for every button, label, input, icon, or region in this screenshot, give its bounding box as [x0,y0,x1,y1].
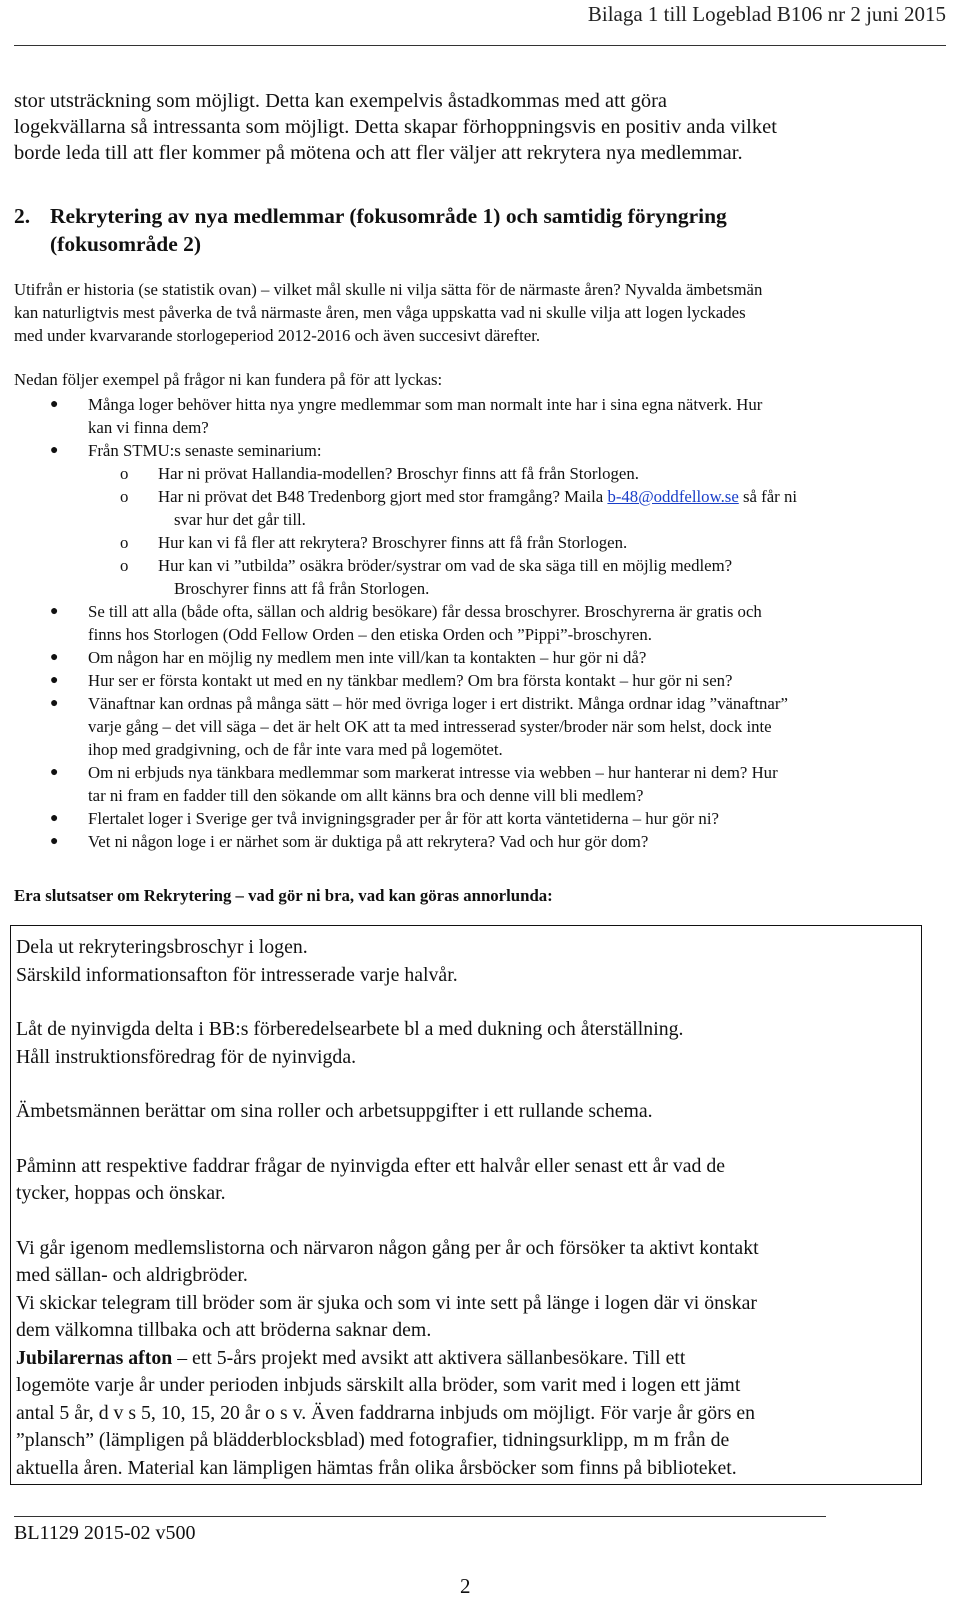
circle-bullet-icon: o [120,464,129,483]
intro-paragraph [14,88,934,166]
goals-paragraph [14,278,934,347]
sub-list-item: o Hur kan vi ”utbilda” osäkra bröder/systrar om vad de ska säga till en möjlig medlem? Broschyrer finns att få från Storlogen. [120,556,733,598]
list-item: ● Om ni erbjuds nya tänkbara medlemmar som markerat intresse via webben – hur hanterar ni dem? Hur tar ni fram en fadder till den sökande om allt känns bra och denne vill bli medlem? [50,763,778,805]
conclusions-answer-box[interactable]: Dela ut rekryteringsbroschyr i logen. Särskild informationsafton för intresserade varje halvår. Låt de nyinvigda delta i BB:s förberedelsearbete bl a med dukning och återställning. Håll instruktionsföredrag för de nyinvigda. Ämbetsmännen berättar om sina roller och arbetsuppgifter i ett rullande schema. Påminn att respektive faddrar frågar de nyinvigda efter ett halvår eller senast ett år vad de tycker, hoppas och önskar. Vi går igenom medlemslistorna och närvaron någon gång per år och försöker ta aktivt kontakt med sällan- och aldrigbröder. Vi skickar telegram till bröder som är sjuka och som vi inte sett på länge i logen där vi önskar dem välkomna tillbaka och att bröderna saknar dem. Jubilarernas afton – ett 5-års projekt med avsikt att aktivera sällanbesökare. Till ett logemöte varje år under perioden inbjuds särskilt alla bröder, som varit med i logen ett jämt antal 5 år, d v s 5, 10, 15, 20 år o s v. Även faddrarna inbjuds om möjligt. För varje år görs en ”plansch” (lämpligen på blädderblocksblad) med fotografier, tidningsurklipp, m m från de aktuella åren. Material kan lämpligen hämtas från olika årsböcker som finns på biblioteket. [10,925,922,1485]
bullet-icon: ● [50,834,59,849]
sub-list-item: o Hur kan vi få fler att rekrytera? Broschyrer finns att få från Storlogen. [120,533,628,552]
intro-line: stor utsträckning som möjligt. Detta kan exempelvis åstadkommas med att göra [14,90,668,112]
goals-line: med under kvarvarande storlogeperiod 2012-2016 och även succesivt därefter. [14,326,541,345]
circle-bullet-icon: o [120,533,129,552]
circle-bullet-icon: o [120,487,129,506]
list-item: ● Från STMU:s senaste seminarium: [50,441,322,460]
list-item: ● Hur ser er första kontakt ut med en ny tänkbar medlem? Om bra första kontakt – hur gör ni sen? [50,671,733,690]
bullet-icon: ● [50,604,59,619]
email-link[interactable]: b-48@oddfellow.se [607,487,739,506]
list-item: ● Om någon har en möjlig ny medlem men inte vill/kan ta kontakten – hur gör ni då? [50,648,647,667]
list-item: ● Vet ni någon loge i er närhet som är duktiga på att rekrytera? Vad och hur gör dom? [50,832,649,851]
list-item: ● Se till att alla (både ofta, sällan och aldrig besökare) får dessa broschyrer. Broschyrerna är gratis och finns hos Storlogen (Odd Fellow Orden – den etiska Orden och ”Pippi”-broschyren. [50,602,762,644]
questions-list [14,393,939,853]
section-title-line: (fokusområde 2) [50,232,202,256]
section-number: 2. [14,204,31,228]
page-number: 2 [460,1574,471,1598]
section-heading [14,202,914,258]
footer-rule [14,1516,826,1517]
section-title-line: Rekrytering av nya medlemmar (fokusområde 1) och samtidig föryngring [50,204,727,228]
questions-intro: Nedan följer exempel på frågor ni kan fundera på för att lyckas: [14,370,443,389]
bullet-icon: ● [50,696,59,711]
bullet-icon: ● [50,765,59,780]
goals-line: kan naturligtvis mest påverka de två närmaste åren, men våga uppskatta vad ni skulle vilja att logen lyckades [14,303,746,322]
bullet-icon: ● [50,811,59,826]
conclusions-heading: Era slutsatser om Rekrytering – vad gör ni bra, vad kan göras annorlunda: [14,886,553,905]
list-item: ● Flertalet loger i Sverige ger två invigningsgrader per år för att korta väntetiderna – hur gör ni? [50,809,719,828]
bullet-icon: ● [50,650,59,665]
bullet-icon: ● [50,397,59,412]
header-title: Bilaga 1 till Logeblad B106 nr 2 juni 2015 [587,2,946,26]
intro-line: borde leda till att fler kommer på mötena och att fler väljer att rekrytera nya medlemmar. [14,142,743,164]
jubilee-title: Jubilarernas afton [16,1346,173,1369]
sub-list-item: o Har ni prövat det B48 Tredenborg gjort med stor framgång? Maila b-48@oddfellow.se så får ni svar hur det går till. [120,487,798,529]
bullet-icon: ● [50,673,59,688]
footer-code: BL1129 2015-02 v500 [14,1522,196,1544]
intro-line: logekvällarna så intressanta som möjligt. Detta skapar förhoppningsvis en positiv anda vilket [14,116,777,138]
circle-bullet-icon: o [120,556,129,575]
list-item: ● Vänaftnar kan ordnas på många sätt – hör med övriga loger i ert distrikt. Många ordnar idag ”vänaftnar” varje gång – det vill säga – det är helt OK att ta med intresserad syster/broder när som helst, dock inte ihop med gradgivning, och de får inte vara med på logemötet. [50,694,788,759]
list-item: ● Många loger behöver hitta nya yngre medlemmar som man normalt inte har i sina egna nätverk. Hur kan vi finna dem? [50,395,763,437]
sub-list-item: o Har ni prövat Hallandia-modellen? Broschyr finns att få från Storlogen. [120,464,639,483]
bullet-icon: ● [50,443,59,458]
header-rule [14,45,946,46]
goals-line: Utifrån er historia (se statistik ovan) – vilket mål skulle ni vilja sätta för de närmaste åren? Nyvalda ämbetsmän [14,280,763,299]
